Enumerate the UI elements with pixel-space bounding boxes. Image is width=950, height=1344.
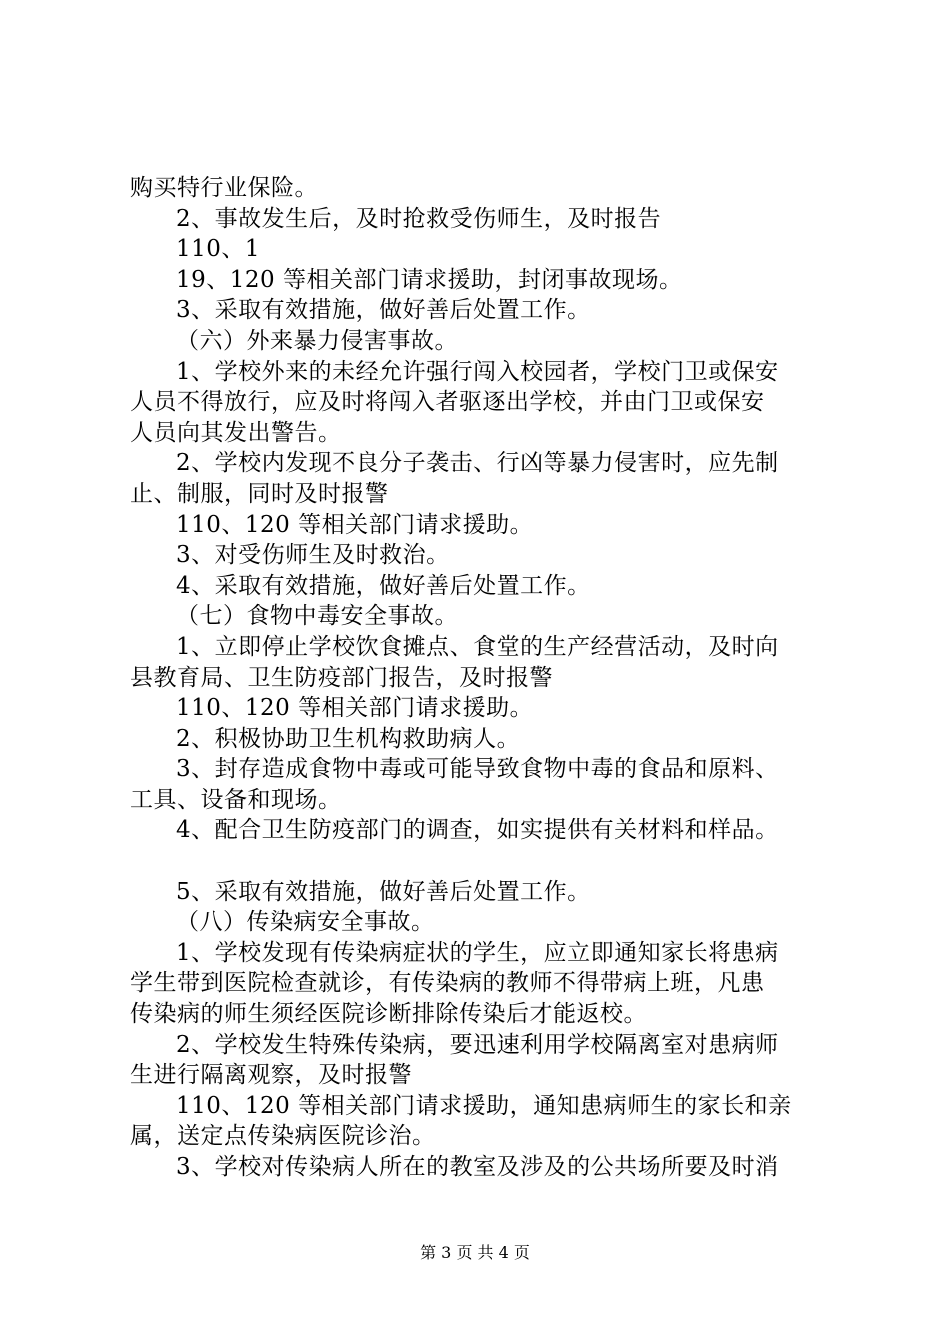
text-line: （八）传染病安全事故。 (176, 909, 435, 936)
text-line: 4、配合卫生防疫部门的调查，如实提供有关材料和样品。 (176, 817, 779, 844)
text-line: 2、学校发生特殊传染病，要迅速利用学校隔离室对患病师 (176, 1031, 779, 1058)
text-line: 4、采取有效措施，做好善后处置工作。 (176, 572, 591, 599)
page-footer: 第 3 页 共 4 页 (420, 1243, 530, 1262)
text-line: （七）食物中毒安全事故。 (176, 603, 458, 630)
text-line: 2、积极协助卫生机构救助病人。 (176, 725, 521, 752)
text-line: 110、120 等相关部门请求援助。 (176, 695, 534, 722)
document-body (130, 173, 830, 1183)
text-line: 5、采取有效措施，做好善后处置工作。 (176, 878, 591, 905)
text-line: 3、学校对传染病人所在的教室及涉及的公共场所要及时消 (176, 1154, 779, 1180)
text-line: 生进行隔离观察，及时报警 (130, 1062, 412, 1089)
text-line: 工具、设备和现场。 (130, 786, 342, 813)
text-line: 110、120 等相关部门请求援助。 (176, 511, 534, 538)
text-line: 传染病的师生须经医院诊断排除传染后才能返校。 (130, 1001, 647, 1028)
text-line: 2、事故发生后，及时抢救受伤师生，及时报告 (176, 205, 662, 232)
text-line: 1、学校外来的未经允许强行闯入校园者，学校门卫或保安 (176, 358, 779, 385)
blank-line (130, 846, 830, 877)
text-line: 3、封存造成食物中毒或可能导致食物中毒的食品和原料、 (176, 756, 779, 783)
text-line: 110、1 (176, 236, 261, 263)
text-line: 3、采取有效措施，做好善后处置工作。 (176, 297, 591, 324)
text-line: 学生带到医院检查就诊，有传染病的教师不得带病上班，凡患 (130, 970, 765, 997)
text-line: 人员不得放行，应及时将闯入者驱逐出学校，并由门卫或保安 (130, 389, 765, 416)
text-line: 1、学校发现有传染病症状的学生，应立即通知家长将患病 (176, 939, 779, 966)
text-line: 110、120 等相关部门请求援助，通知患病师生的家长和亲 (176, 1092, 792, 1119)
text-line: 1、立即停止学校饮食摊点、食堂的生产经营活动，及时向 (176, 633, 779, 660)
text-line: 3、对受伤师生及时救治。 (176, 542, 450, 569)
text-line: 人员向其发出警告。 (130, 419, 342, 446)
text-line: 属，送定点传染病医院诊治。 (130, 1123, 436, 1150)
text-line: （六）外来暴力侵害事故。 (176, 327, 458, 354)
text-line: 止、制服，同时及时报警 (130, 480, 389, 507)
text-line: 2、学校内发现不良分子袭击、行凶等暴力侵害时，应先制 (176, 450, 779, 477)
text-line: 县教育局、卫生防疫部门报告，及时报警 (130, 664, 553, 691)
text-line: 购买特行业保险。 (130, 175, 318, 201)
text-line: 19、120 等相关部门请求援助，封闭事故现场。 (176, 266, 683, 293)
